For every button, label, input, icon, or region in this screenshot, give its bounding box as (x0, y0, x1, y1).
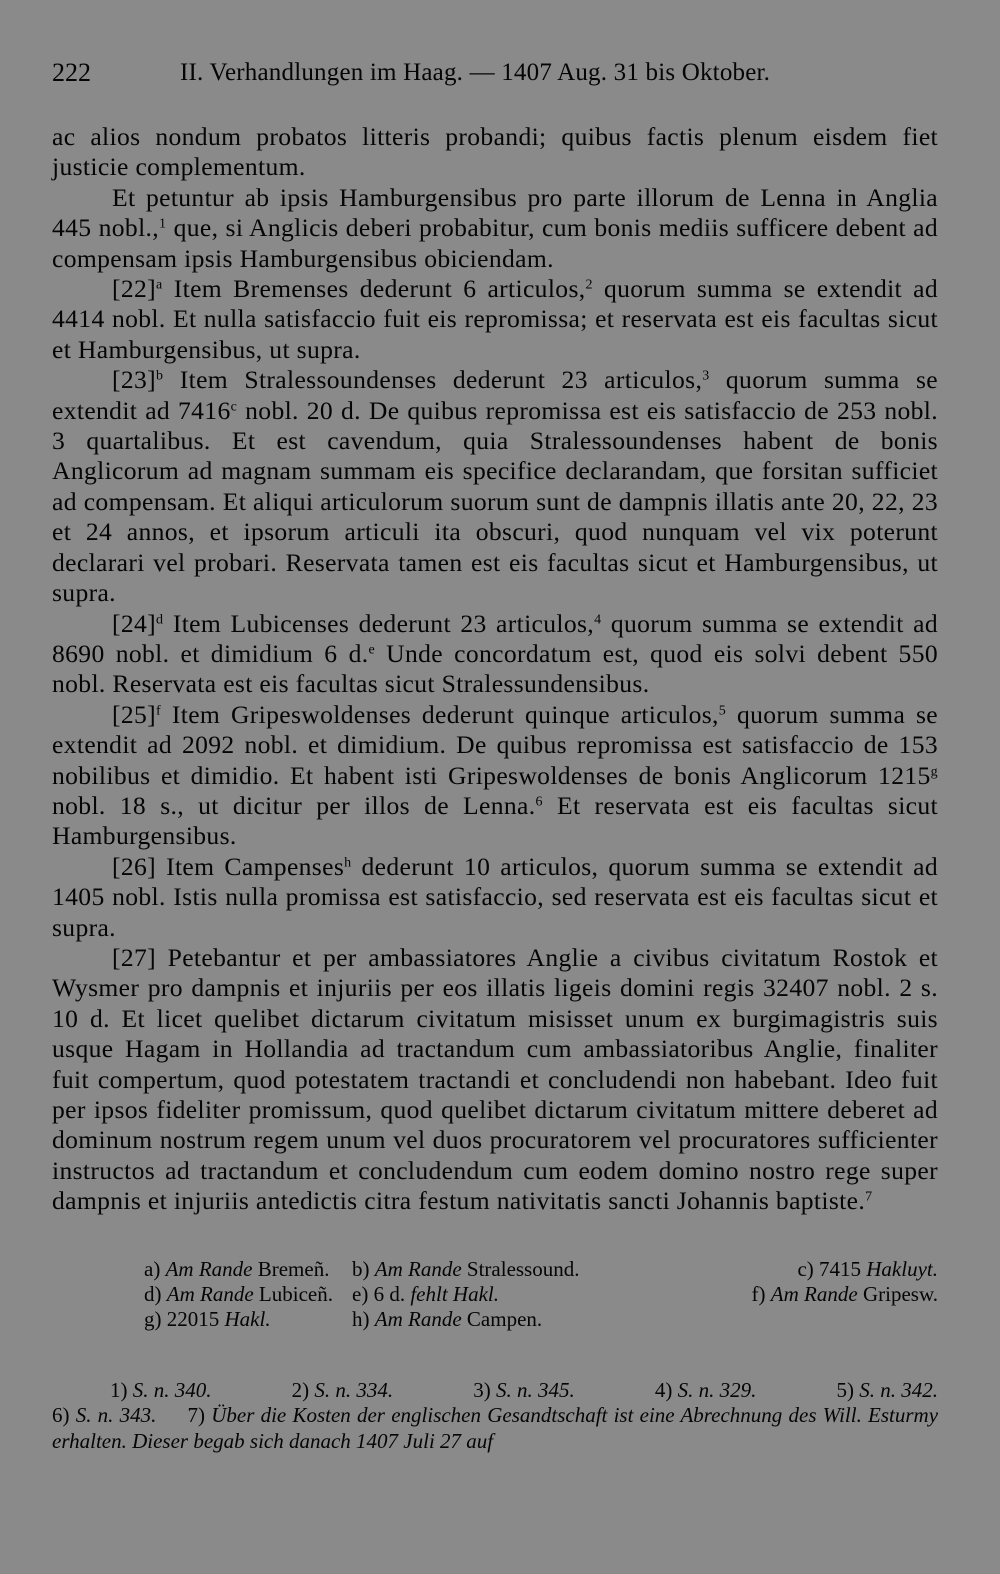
variant-note-ref: e (368, 642, 376, 658)
footnote-ref: 5 (718, 703, 727, 719)
variant-note-ref: g (930, 764, 938, 780)
variant-note-ref: f (156, 703, 162, 719)
paragraph-26: [26] Item Campenses$^h$ dederunt 10 articulos, quorum summa se extendit ad 1405 nobl. Istis nulla promissa est satisfaccio, sed reservata est eis facultas sicut et supra. (52, 851, 938, 942)
variant-note-ref: c (230, 399, 238, 415)
variant-notes-row (52, 1257, 938, 1282)
section-number: [23] (112, 365, 157, 395)
paragraph-continuation: ac alios nondum probatos litteris probandi; quibus factis plenum eisdem fiet justicie complementum. (52, 122, 938, 182)
footnotes (52, 1378, 938, 1455)
book-page (52, 58, 938, 1454)
footnote: 3) S. n. 345. (473, 1377, 575, 1402)
footnotes-row (52, 1378, 938, 1404)
main-text (52, 122, 938, 1217)
variant-note-ref: b (156, 368, 164, 384)
paragraph-24: $[24]^d$ Item Lubicenses dederunt 23 articulos,$^4$ quorum summa se extendit ad 8690 nobl. et dimidium 6 d.$^e$ Unde concordatum est, quod eis solvi debent 550 nobl. Reservata est eis facultas sicut Stralessundensibus. (52, 608, 938, 699)
footnote-ref: 2 (585, 277, 593, 293)
footnote: 7) Über die Kosten der englischen Gesandtschaft ist eine Abrechnung des Will. Esturmy erhalten. Dieser begab sich danach 1407 Juli 27 auf (52, 1403, 939, 1453)
footnote-ref: 7 (865, 1189, 873, 1205)
footnotes-row (52, 1403, 938, 1454)
footnote: 6) S. n. 343. (52, 1403, 157, 1428)
variant-notes (52, 1257, 938, 1332)
footnote: 1) S. n. 340. (110, 1377, 212, 1402)
variant-note: b) Am Rande Stralessound. (352, 1256, 580, 1281)
variant-note-ref: h (344, 855, 352, 871)
running-title: II. Verhandlungen im Haag. — 1407 Aug. 31 bis Oktober. (180, 59, 771, 86)
variant-note-ref: a (156, 277, 163, 293)
footnote: 2) S. n. 334. (291, 1377, 394, 1402)
paragraph-hamburg: Et petuntur ab ipsis Hamburgensibus pro parte illorum de Lenna in Anglia 445 nobl.,$^1$ que, si Anglicis deberi probabitur, cum bonis mediis sufficere debent ad compensam ipsis Hamburgensibus obiciendam. (52, 182, 938, 273)
footnote-ref: 6 (535, 794, 543, 810)
footnote-ref: 4 (594, 612, 602, 628)
variant-note: h) Am Rande Campen. (352, 1306, 543, 1331)
paragraph-22: $[22]^a$ Item Bremenses dederunt 6 articulos,$^2$ quorum summa se extendit ad 4414 nobl. Et nulla satisfaccio fuit eis repromissa; et reservata est eis facultas sicut et Hamburgensibus, ut supra. (52, 274, 938, 364)
variant-note: f) Am Rande Gripesw. (751, 1281, 938, 1306)
section-number: [24] (112, 608, 157, 638)
footnote-ref: 1 (159, 216, 167, 232)
variant-note: a) Am Rande Bremeñ. (144, 1256, 330, 1281)
footnote: 5) S. n. 342. (836, 1377, 938, 1402)
footnote-ref: 3 (702, 368, 710, 384)
variant-note: e) 6 d. fehlt Hakl. (352, 1281, 499, 1306)
paragraph-25: $[25]^f$ Item Gripeswoldenses dederunt quinque articulos,$^5$ quorum summa se extendit ad 2092 nobl. et dimidium. De quibus repromissa est satisfaccio de 153 nobilibus et dimidio. Et habent isti Gripeswoldenses de bonis Anglicorum 1215$^g$ nobl. 18 s., ut dicitur per illos de Lenna.$^6$ Et reservata est eis facultas sicut Hamburgensibus. (52, 699, 938, 851)
footnote: 4) S. n. 329. (654, 1377, 757, 1402)
variant-note-ref: d (156, 612, 164, 628)
section-number: [25] (112, 699, 157, 729)
variant-note: d) Am Rande Lubiceñ. (144, 1281, 333, 1306)
variant-note: g) 22015 Hakl. (144, 1306, 271, 1331)
variant-note: c) 7415 Hakluyt. (797, 1256, 938, 1281)
page-number: 222 (52, 58, 91, 87)
variant-notes-row (52, 1282, 938, 1307)
paragraph-27: [27] Petebantur et per ambassiatores Anglie a civibus civitatum Rostok et Wysmer pro dampnis et injuriis per eos illatis ligeis domini regis 32407 nobl. 2 s. 10 d. Et licet quelibet dictarum civitatum misisset unum ex burgimagistris suis usque Hagam in Hollandia ad tractandum cum ambassiatoribus Anglie, finaliter fuit compertum, quod potestatem tractandi et concludendi non habebant. Ideo fuit per ipsos fideliter promissum, quod quelibet dictarum civitatum mittere deberet ad dominum nostrum regem unum vel duos procuratorem vel procuratores sufficienter instructos ad tractandum et concludendum cum eodem domino nostro rege super dampnis et injuriis antedictis citra festum nativitatis sancti Johannis baptiste.$^7$ (52, 942, 938, 1216)
running-header (52, 58, 938, 88)
paragraph-23: $[23]^b$ Item Stralessoundenses dederunt 23 articulos,$^3$ quorum summa se extendit ad 7416$^c$ nobl. 20 d. De quibus repromissa est eis satisfaccio de 253 nobl. 3 quartalibus. Et est cavendum, quia Stralessoundenses habent de bonis Anglicorum ad magnam summam eis specifice declarandam, que forsitan sufficiet ad compensam. Et aliqui articulorum suorum sunt de dampnis illatis ante 20, 22, 23 et 24 annos, et ipsorum articuli ita obscuri, quod nunquam vel vix poterunt declarari vel probari. Reservata tamen est eis facultas sicut et Hamburgensibus, ut supra. (52, 365, 938, 608)
variant-notes-row (52, 1307, 938, 1332)
section-number: [22] (112, 274, 157, 304)
